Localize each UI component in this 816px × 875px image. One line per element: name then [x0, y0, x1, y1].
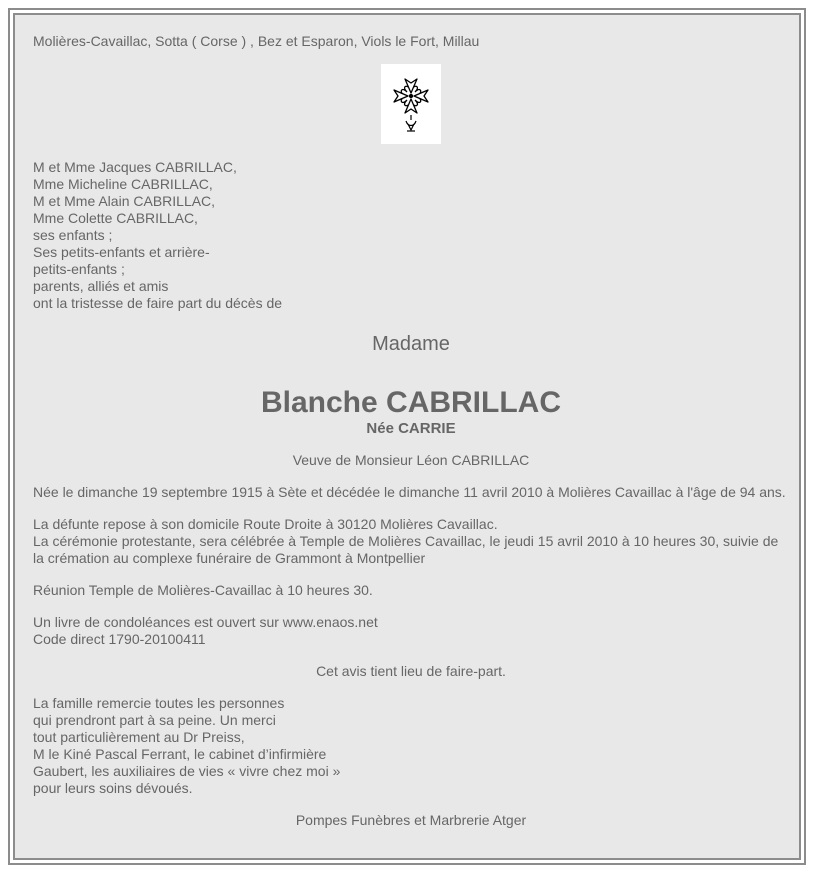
- widow-of-line: Veuve de Monsieur Léon CABRILLAC: [292, 452, 530, 468]
- thanks-line: qui prendront part à sa peine. Un merci: [33, 712, 276, 728]
- deceased-name: Blanche CABRILLAC: [260, 386, 561, 419]
- rest-place-line: La défunte repose à son domicile Route Droite à 30120 Molières Cavaillac.: [33, 516, 498, 532]
- notice-content: [33, 33, 789, 829]
- family-announcement: [33, 159, 789, 312]
- family-line: petits-enfants ;: [33, 261, 125, 277]
- family-line: parents, alliés et amis: [33, 278, 169, 294]
- family-line: M et Mme Jacques CABRILLAC,: [33, 159, 237, 175]
- maiden-name: Née CARRIE: [366, 420, 456, 437]
- huguenot-cross-icon: [381, 64, 441, 144]
- thanks-line: pour leurs soins dévoués.: [33, 780, 193, 796]
- notice-outer-frame: [8, 8, 806, 865]
- family-line: ses enfants ;: [33, 227, 113, 243]
- locations-line: Molières-Cavaillac, Sotta ( Corse ) , Bez et Esparon, Viols le Fort, Millau: [33, 33, 480, 49]
- ceremony-line: La cérémonie protestante, sera célébrée à Temple de Molières Cavaillac, le jeudi 15 avril 2010 à 10 heures 30, suivie de la crémation au complexe funéraire de Grammont à Montpellier: [33, 533, 779, 566]
- thanks-line: M le Kiné Pascal Ferrant, le cabinet d’infirmière: [33, 746, 327, 762]
- meeting-paragraph: Réunion Temple de Molières-Cavaillac à 10 heures 30.: [33, 582, 373, 598]
- ceremony-paragraph: [33, 516, 789, 567]
- direct-code-line: Code direct 1790-20100411: [33, 631, 206, 647]
- family-line: Mme Micheline CABRILLAC,: [33, 176, 213, 192]
- thanks-line: tout particulièrement au Dr Preiss,: [33, 729, 245, 745]
- deceased-title: Madame: [372, 333, 450, 355]
- thanks-line: Gaubert, les auxiliaires de vies « vivre chez moi »: [33, 763, 341, 779]
- notice-line: Cet avis tient lieu de faire-part.: [316, 663, 506, 679]
- funeral-home-line: Pompes Funèbres et Marbrerie Atger: [295, 812, 527, 828]
- thanks-line: La famille remercie toutes les personnes: [33, 695, 285, 711]
- birth-death-paragraph: Née le dimanche 19 septembre 1915 à Sète et décédée le dimanche 11 avril 2010 à Molières Cavaillac à l'âge de 94 ans.: [33, 484, 786, 500]
- family-line: Ses petits-enfants et arrière-: [33, 244, 210, 260]
- condolences-line: Un livre de condoléances est ouvert sur www.enaos.net: [33, 614, 378, 630]
- thanks-paragraph: [33, 695, 789, 797]
- condolences-paragraph: [33, 614, 789, 648]
- family-line: M et Mme Alain CABRILLAC,: [33, 193, 216, 209]
- family-line: ont la tristesse de faire part du décès de: [33, 295, 283, 311]
- family-line: Mme Colette CABRILLAC,: [33, 210, 198, 226]
- notice-inner-frame: [13, 13, 801, 860]
